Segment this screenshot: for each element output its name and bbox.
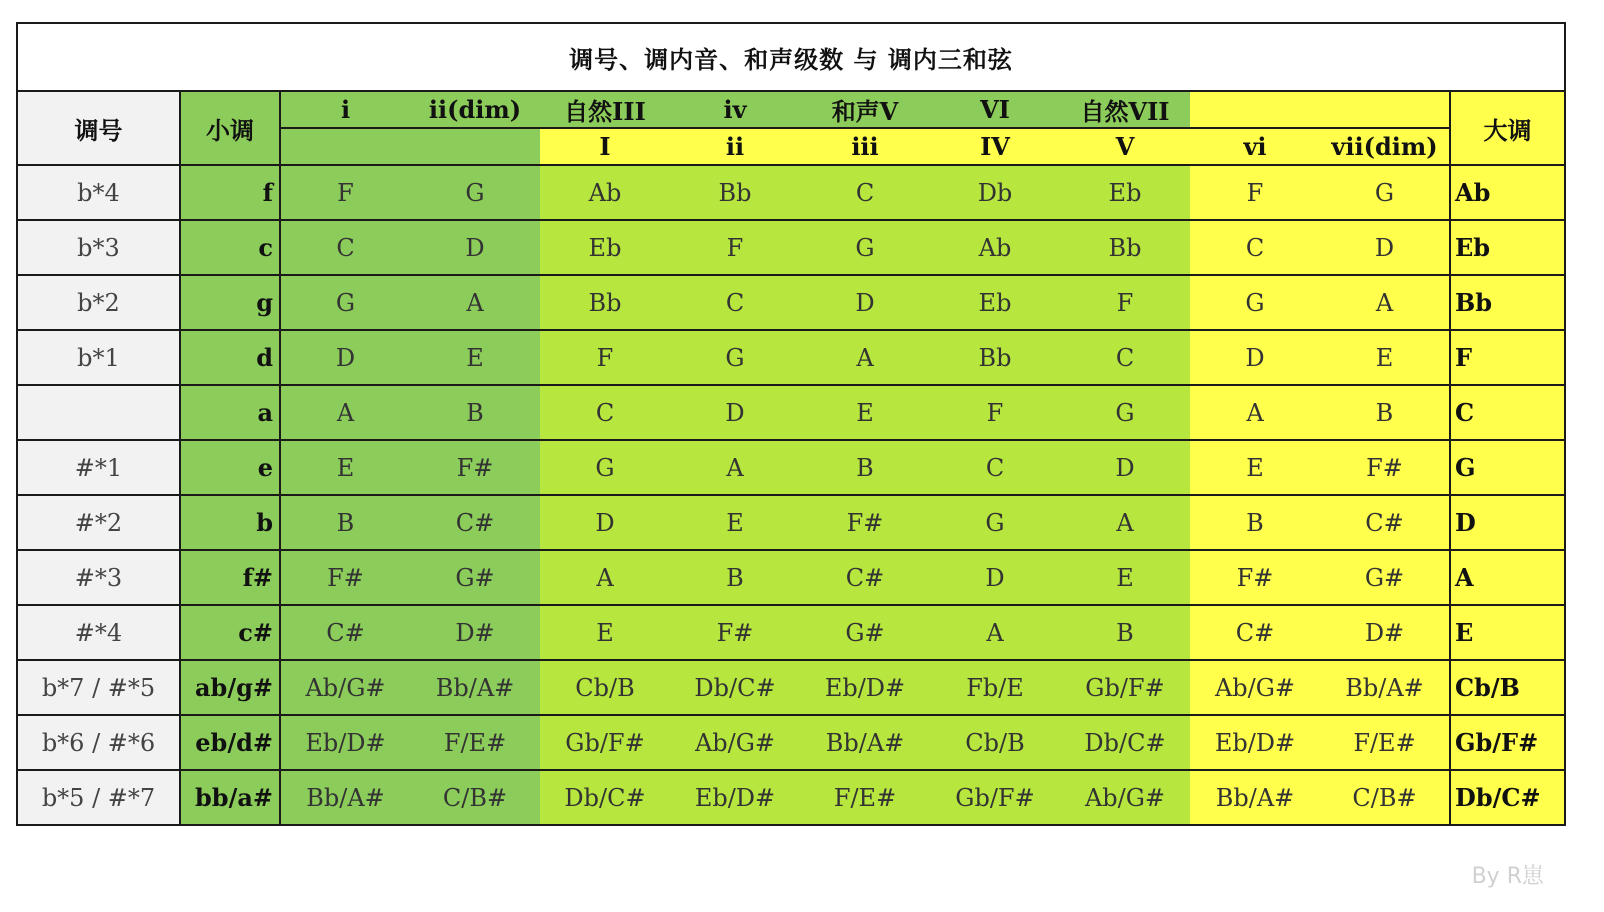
note-cell: E	[410, 330, 540, 385]
key-signature-cell: #*1	[17, 440, 180, 495]
note-cell: Db	[930, 165, 1060, 220]
note-cell: G#	[800, 605, 930, 660]
note-cell: C	[280, 220, 410, 275]
note-cell: F	[670, 220, 800, 275]
note-cell: G	[1190, 275, 1320, 330]
note-cell: F	[1190, 165, 1320, 220]
note-cell: C#	[410, 495, 540, 550]
note-cell: C	[1060, 330, 1190, 385]
note-cell: Eb	[930, 275, 1060, 330]
note-cell: C/B#	[1320, 770, 1450, 825]
minor-key-cell: eb/d#	[180, 715, 280, 770]
note-cell: G	[800, 220, 930, 275]
note-cell: E	[670, 495, 800, 550]
note-cell: Bb	[670, 165, 800, 220]
minor-key-cell: b	[180, 495, 280, 550]
note-cell: B	[800, 440, 930, 495]
key-signature-cell: b*4	[17, 165, 180, 220]
note-cell: Db/C#	[1060, 715, 1190, 770]
table-row	[17, 220, 1565, 275]
minor-key-cell: c	[180, 220, 280, 275]
note-cell: F#	[1320, 440, 1450, 495]
note-cell: Eb/D#	[670, 770, 800, 825]
note-cell: E	[280, 440, 410, 495]
table-row	[17, 660, 1565, 715]
minor-key-cell: g	[180, 275, 280, 330]
minor-key-cell: f#	[180, 550, 280, 605]
note-cell: Bb/A#	[1190, 770, 1320, 825]
note-cell: C/B#	[410, 770, 540, 825]
key-signature-cell: #*2	[17, 495, 180, 550]
major-key-cell: D	[1450, 495, 1565, 550]
note-cell: Eb	[540, 220, 670, 275]
note-cell: G	[670, 330, 800, 385]
note-cell: Cb/B	[540, 660, 670, 715]
note-cell: D#	[410, 605, 540, 660]
note-cell: F	[280, 165, 410, 220]
note-cell: D	[930, 550, 1060, 605]
note-cell: Eb/D#	[800, 660, 930, 715]
note-cell: E	[1060, 550, 1190, 605]
major-degree-header: IV	[930, 128, 1060, 165]
key-signature-cell: b*7 / #*5	[17, 660, 180, 715]
note-cell: Gb/F#	[540, 715, 670, 770]
note-cell: F	[1060, 275, 1190, 330]
note-cell: F#	[1190, 550, 1320, 605]
note-cell: F/E#	[410, 715, 540, 770]
major-key-cell: Gb/F#	[1450, 715, 1565, 770]
note-cell: F	[540, 330, 670, 385]
key-signature-cell: b*3	[17, 220, 180, 275]
note-cell: C	[1190, 220, 1320, 275]
key-table	[16, 22, 1566, 826]
note-cell: E	[1320, 330, 1450, 385]
note-cell: G#	[410, 550, 540, 605]
header-minor: 小调	[180, 91, 280, 165]
note-cell: G	[280, 275, 410, 330]
major-key-cell: Bb	[1450, 275, 1565, 330]
note-cell: G#	[1320, 550, 1450, 605]
table-row	[17, 440, 1565, 495]
note-cell: Eb/D#	[1190, 715, 1320, 770]
table-row	[17, 165, 1565, 220]
note-cell: A	[670, 440, 800, 495]
note-cell: G	[1060, 385, 1190, 440]
note-cell: G	[540, 440, 670, 495]
key-signature-cell: b*5 / #*7	[17, 770, 180, 825]
note-cell: E	[1190, 440, 1320, 495]
note-cell: C	[670, 275, 800, 330]
note-cell: Eb	[1060, 165, 1190, 220]
note-cell: A	[930, 605, 1060, 660]
table-row	[17, 330, 1565, 385]
note-cell: D	[1190, 330, 1320, 385]
note-cell: C#	[280, 605, 410, 660]
note-cell: F#	[800, 495, 930, 550]
major-degree-header: ii	[670, 128, 800, 165]
note-cell: Fb/E	[930, 660, 1060, 715]
note-cell: B	[1320, 385, 1450, 440]
note-cell: B	[410, 385, 540, 440]
minor-degree-header: 自然III	[540, 91, 670, 128]
major-key-cell: Cb/B	[1450, 660, 1565, 715]
key-signature-cell: b*2	[17, 275, 180, 330]
minor-key-cell: a	[180, 385, 280, 440]
note-cell: C#	[1320, 495, 1450, 550]
minor-degree-header: 自然VII	[1060, 91, 1190, 128]
key-signature-cell	[17, 385, 180, 440]
minor-key-cell: f	[180, 165, 280, 220]
key-chart	[16, 22, 1554, 874]
minor-degree-header: ii(dim)	[410, 91, 540, 128]
minor-degree-header: i	[280, 91, 410, 128]
note-cell: G	[930, 495, 1060, 550]
note-cell: Bb/A#	[280, 770, 410, 825]
key-signature-cell: b*6 / #*6	[17, 715, 180, 770]
note-cell: F#	[670, 605, 800, 660]
note-cell: Ab/G#	[280, 660, 410, 715]
note-cell: E	[800, 385, 930, 440]
note-cell: Ab/G#	[670, 715, 800, 770]
note-cell: Ab/G#	[1190, 660, 1320, 715]
note-cell: E	[540, 605, 670, 660]
major-key-cell: Db/C#	[1450, 770, 1565, 825]
note-cell: C#	[1190, 605, 1320, 660]
major-degree-header: iii	[800, 128, 930, 165]
note-cell: A	[540, 550, 670, 605]
note-cell: B	[280, 495, 410, 550]
note-cell: A	[800, 330, 930, 385]
key-signature-cell: #*3	[17, 550, 180, 605]
minor-key-cell: bb/a#	[180, 770, 280, 825]
minor-key-cell: ab/g#	[180, 660, 280, 715]
note-cell: F#	[280, 550, 410, 605]
note-cell: F	[930, 385, 1060, 440]
note-cell: Db/C#	[670, 660, 800, 715]
note-cell: C	[540, 385, 670, 440]
note-cell: G	[1320, 165, 1450, 220]
note-cell: G	[410, 165, 540, 220]
note-cell: D#	[1320, 605, 1450, 660]
table-row	[17, 495, 1565, 550]
major-degree-header: I	[540, 128, 670, 165]
major-degree-header: vi	[1190, 128, 1320, 165]
note-cell: F/E#	[800, 770, 930, 825]
page-title: 调号、调内音、和声级数 与 调内三和弦	[17, 23, 1565, 91]
note-cell: A	[1190, 385, 1320, 440]
header-key: 调号	[17, 91, 180, 165]
note-cell: D	[670, 385, 800, 440]
note-cell: Bb	[1060, 220, 1190, 275]
major-key-cell: C	[1450, 385, 1565, 440]
note-cell: Ab	[540, 165, 670, 220]
table-row	[17, 550, 1565, 605]
note-cell: C	[930, 440, 1060, 495]
table-row	[17, 715, 1565, 770]
major-key-cell: G	[1450, 440, 1565, 495]
major-key-cell: A	[1450, 550, 1565, 605]
note-cell: Eb/D#	[280, 715, 410, 770]
minor-degree-header: 和声V	[800, 91, 930, 128]
note-cell: C#	[800, 550, 930, 605]
note-cell: C	[800, 165, 930, 220]
note-cell: Gb/F#	[930, 770, 1060, 825]
major-key-cell: E	[1450, 605, 1565, 660]
header-major: 大调	[1450, 91, 1565, 165]
note-cell: D	[1320, 220, 1450, 275]
major-key-cell: Eb	[1450, 220, 1565, 275]
note-cell: Bb	[540, 275, 670, 330]
minor-key-cell: e	[180, 440, 280, 495]
table-row	[17, 770, 1565, 825]
table-row	[17, 385, 1565, 440]
major-degree-gap	[280, 128, 540, 165]
note-cell: Bb	[930, 330, 1060, 385]
minor-degree-filler	[1190, 91, 1450, 128]
note-cell: A	[280, 385, 410, 440]
note-cell: Bb/A#	[800, 715, 930, 770]
credit-watermark: By R崽	[1471, 864, 1544, 889]
note-cell: Ab	[930, 220, 1060, 275]
note-cell: F/E#	[1320, 715, 1450, 770]
note-cell: Db/C#	[540, 770, 670, 825]
note-cell: Ab/G#	[1060, 770, 1190, 825]
major-key-cell: F	[1450, 330, 1565, 385]
note-cell: D	[410, 220, 540, 275]
table-row	[17, 275, 1565, 330]
major-key-cell: Ab	[1450, 165, 1565, 220]
note-cell: D	[280, 330, 410, 385]
minor-degree-header: VI	[930, 91, 1060, 128]
note-cell: A	[1060, 495, 1190, 550]
note-cell: D	[540, 495, 670, 550]
key-signature-cell: b*1	[17, 330, 180, 385]
note-cell: B	[1190, 495, 1320, 550]
key-signature-cell: #*4	[17, 605, 180, 660]
note-cell: Gb/F#	[1060, 660, 1190, 715]
note-cell: D	[1060, 440, 1190, 495]
note-cell: B	[670, 550, 800, 605]
note-cell: B	[1060, 605, 1190, 660]
note-cell: D	[800, 275, 930, 330]
minor-key-cell: d	[180, 330, 280, 385]
note-cell: Cb/B	[930, 715, 1060, 770]
minor-key-cell: c#	[180, 605, 280, 660]
table-row	[17, 605, 1565, 660]
major-degree-header: vii(dim)	[1320, 128, 1450, 165]
major-degree-header: V	[1060, 128, 1190, 165]
note-cell: Bb/A#	[1320, 660, 1450, 715]
note-cell: F#	[410, 440, 540, 495]
note-cell: Bb/A#	[410, 660, 540, 715]
note-cell: A	[410, 275, 540, 330]
minor-degree-header: iv	[670, 91, 800, 128]
note-cell: A	[1320, 275, 1450, 330]
